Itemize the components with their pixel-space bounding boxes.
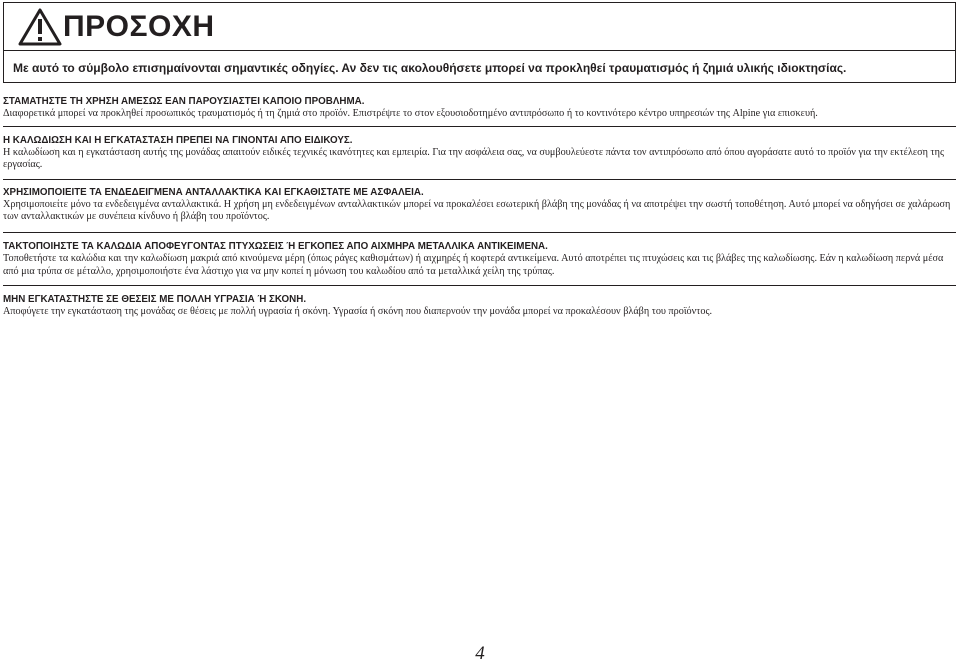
section-body: Τοποθετήστε τα καλώδια και την καλωδίωση μακριά από κινούμενα μέρη (όπως ράγες καθισμάτων) ή αιχμηρές ή κοφτερά αντικείμενα. Αυτό αποτρέπει τις πτυχώσεις και τις βλάβες της καλωδίωσης. Εάν η καλωδίωση περνά μέσα από μια τρύπα σε μέταλλο, χρησιμοποιήστε ένα λάστιχο για να μην κοπεί η μόνωση του καλωδίου από τα μεταλλικά χείλη της τρύπας. <box>3 252 944 277</box>
section-body: Αποφύγετε την εγκατάσταση της μονάδας σε θέσεις με πολλή υγρασία ή σκόνη. Υγρασία ή σκόνη που διαπερνούν την μονάδα μπορεί να προκαλέσουν βλάβη του προϊόντος. <box>3 306 713 318</box>
section-heading: ΧΡΗΣΙΜΟΠΟΙΕΙΤΕ ΤΑ ΕΝΔΕΔΕΙΓΜΕΝΑ ΑΝΤΑΛΛΑΚΤΙΚΑ ΚΑΙ ΕΓΚΑΘΙΣΤΑΤΕ ΜΕ ΑΣΦΑΛΕΙΑ. <box>3 186 424 198</box>
section-heading: Η ΚΑΛΩΔΙΩΣΗ ΚΑΙ Η ΕΓΚΑΤΑΣΤΑΣΗ ΠΡΕΠΕΙ ΝΑ ΓΙΝΟΝΤΑΙ ΑΠΟ ΕΙΔΙΚΟΥΣ. <box>3 134 353 146</box>
section-body: Χρησιμοποιείτε μόνο τα ενδεδειγμένα ανταλλακτικά. Η χρήση μη ενδεδειγμένων ανταλλακτικών μπορεί να προκαλέσει εσωτερική βλάβη της μονάδας ή να αποτρέψει την σωστή τοποθέτηση. Αυτό μπορεί να οδηγήσει σε χαλάρωση των ανταλλακτικών με συνέπεια κίνδυνο ή βλάβη του προϊόντος. <box>3 198 951 223</box>
section-body: Η καλωδίωση και η εγκατάσταση αυτής της μονάδας απαιτούν ειδικές τεχνικές ικανότητες και εμπειρία. Για την ασφάλεια σας, να συμβουλεύεστε πάντα τον αντιπρόσωπο από όπου αγοράσατε αυτό το προϊόν για την εκτέλεση της εργασίας. <box>3 146 944 171</box>
warning-triangle-icon <box>18 8 62 46</box>
caution-divider <box>4 50 955 51</box>
section-arrange-cables <box>3 241 956 286</box>
caution-title: ΠΡΟΣΟΧΗ <box>63 10 215 43</box>
section-heading: ΜΗΝ ΕΓΚΑΤΑΣΤΗΣΤΕ ΣΕ ΘΕΣΕΙΣ ΜΕ ΠΟΛΛΗ ΥΓΡΑΣΙΑ Ή ΣΚΟΝΗ. <box>3 294 307 306</box>
section-heading: ΣΤΑΜΑΤΗΣΤΕ ΤΗ ΧΡΗΣΗ ΑΜΕΣΩΣ ΕΑΝ ΠΑΡΟΥΣΙΑΣΤΕΙ ΚΑΠΟΙΟ ΠΡΟΒΛΗΜΑ. <box>3 96 365 107</box>
page-number: 4 <box>475 643 485 664</box>
caution-box <box>3 2 956 83</box>
caution-header <box>18 7 215 47</box>
section-body: Διαφορετικά μπορεί να προκληθεί προσωπικός τραυματισμός ή τη ζημιά στο προϊόν. Επιστρέψτε το στον εξουσιοδοτημένο αντιπρόσωπο ή το κοντινότερο κέντρο υπηρεσιών της Alpine για επισκευή. <box>3 108 818 119</box>
section-stop-use <box>3 96 956 127</box>
section-wiring-experts <box>3 135 956 180</box>
caution-message: Με αυτό το σύμβολο επισημαίνονται σημαντικές οδηγίες. Αν δεν τις ακολουθήσετε μπορεί να προκληθεί τραυματισμός ή ζημιά υλικής ιδιοκτησίας. <box>13 61 847 75</box>
section-humidity-dust <box>3 294 956 319</box>
section-heading: ΤΑΚΤΟΠΟΙΗΣΤΕ ΤΑ ΚΑΛΩΔΙΑ ΑΠΟΦΕΥΓΟΝΤΑΣ ΠΤΥΧΩΣΕΙΣ Ή ΕΓΚΟΠΕΣ ΑΠΟ ΑΙΧΜΗΡΑ ΜΕΤΑΛΛΙΚΑ ΑΝΤΙΚΕΙΜΕΝΑ. <box>3 240 548 252</box>
section-specified-parts <box>3 187 956 233</box>
safety-sections <box>3 96 956 319</box>
